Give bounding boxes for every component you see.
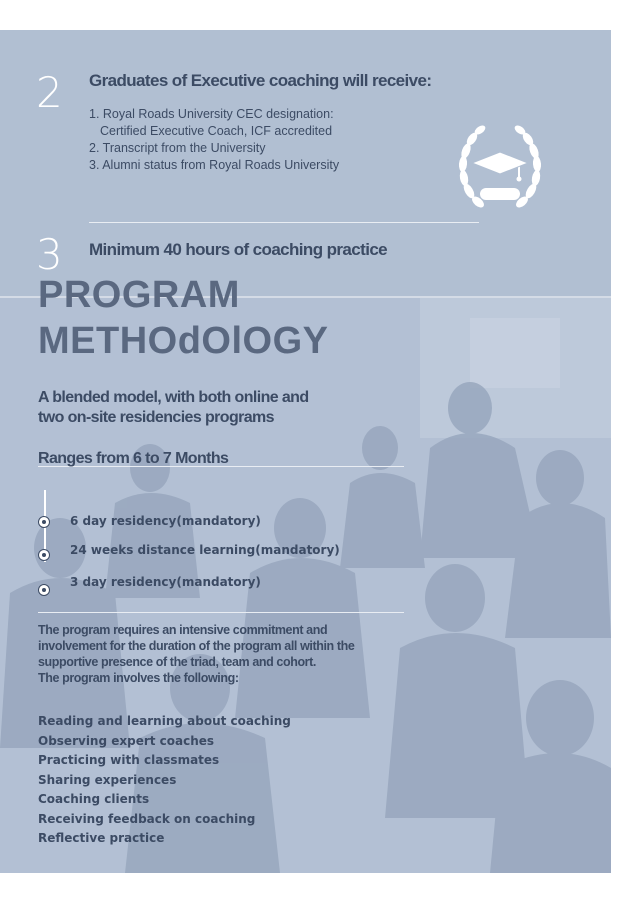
divider — [89, 222, 479, 223]
subtitle-line: two on-site residencies programs — [38, 409, 274, 426]
timeline-dot-icon — [38, 516, 50, 528]
list-item: Reflective practice — [38, 831, 165, 845]
activities-list — [38, 712, 291, 849]
list-item: Reading and learning about coaching — [38, 714, 291, 728]
intro-line: involvement for the duration of the program all within the — [38, 639, 355, 653]
timeline-dot-icon — [38, 549, 50, 561]
step-number: 2 — [36, 68, 63, 117]
graduate-benefits-list — [89, 106, 339, 174]
title-line: PROGRAM — [38, 274, 240, 316]
graduation-laurel-icon — [450, 118, 550, 218]
list-item: Receiving feedback on coaching — [38, 811, 256, 826]
list-item: 1. Royal Roads University CEC designation: — [89, 107, 334, 121]
timeline-item: 24 weeks distance learning(mandatory) — [70, 543, 340, 557]
list-item: Practicing with classmates — [38, 753, 220, 767]
step-number: 3 — [36, 230, 63, 279]
intro-line: The program requires an intensive commitment and — [38, 623, 328, 637]
list-item: Coaching clients — [38, 792, 150, 806]
list-item: 3. Alumni status from Royal Roads University — [89, 158, 340, 172]
subtitle-line: A blended model, with both online and — [38, 389, 309, 406]
timeline-dot-icon — [38, 584, 50, 596]
duration-heading: Ranges from 6 to 7 Months — [38, 450, 229, 467]
page-title — [38, 272, 329, 364]
title-line: METHOdOlOGY — [38, 320, 329, 362]
program-subtitle — [38, 388, 408, 428]
timeline-item: 6 day residency(mandatory) — [70, 514, 261, 528]
intro-line: The program involves the following: — [38, 671, 239, 685]
step-heading: Minimum 40 hours of coaching practice — [89, 240, 388, 259]
list-item: Observing expert coaches — [38, 733, 215, 748]
list-item: Certified Executive Coach, ICF accredited — [100, 124, 333, 138]
intro-line: supportive presence of the triad, team and cohort. — [38, 655, 316, 669]
list-item: Sharing experiences — [38, 772, 177, 787]
program-intro — [38, 622, 428, 686]
step-heading: Graduates of Executive coaching will receive: — [89, 71, 432, 90]
timeline-item: 3 day residency(mandatory) — [70, 575, 261, 589]
list-item: 2. Transcript from the University — [89, 141, 266, 155]
divider — [38, 612, 404, 613]
